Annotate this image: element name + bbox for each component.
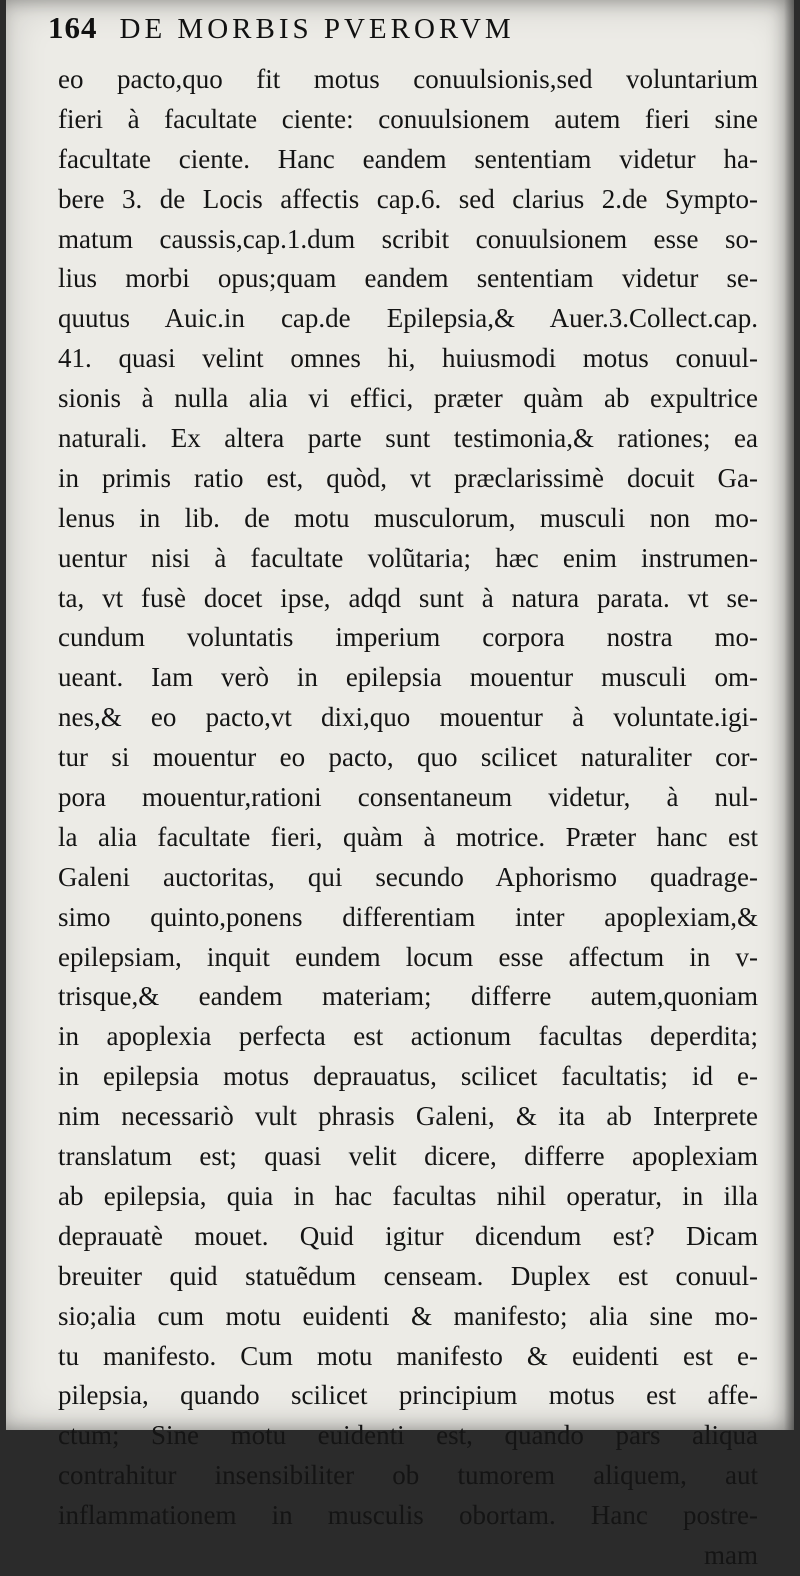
text-line: quutus Auic.in cap.de Epilepsia,& Auer.3.Collect.cap.	[58, 303, 758, 334]
text-line: contrahitur insensibiliter ob tumorem aliquem, aut	[58, 1460, 758, 1491]
text-line: uentur nisi à facultate volũtaria; hæc enim instrumen-	[58, 542, 758, 573]
text-line: tu manifesto. Cum motu manifesto & euidenti est e-	[58, 1340, 758, 1371]
text-line: bere 3. de Locis affectis cap.6. sed clarius 2.de Sympto-	[58, 183, 758, 214]
page-gutter-shadow	[784, 0, 794, 1430]
text-line: pilepsia, quando scilicet principium motus est affe-	[58, 1380, 758, 1411]
catchword: mam	[704, 1539, 758, 1570]
text-line: translatum est; quasi velit dicere, differre apoplexiam	[58, 1141, 758, 1172]
text-line: fieri à facultate ciente: conuulsionem autem fieri sine	[58, 103, 758, 134]
text-line: epilepsiam, inquit eundem locum esse affectum in v-	[58, 941, 758, 972]
text-line: eo pacto,quo fit motus conuulsionis,sed voluntarium	[58, 64, 758, 94]
page-number: 164	[48, 10, 98, 45]
body-text	[58, 60, 758, 1576]
text-line: cundum voluntatis imperium corpora nostra mo-	[58, 622, 758, 653]
text-line: in epilepsia motus deprauatus, scilicet facultatis; id e-	[58, 1061, 758, 1092]
text-line: nim necessariò vult phrasis Galeni, & ita ab Interprete	[58, 1101, 758, 1132]
text-line: 41. quasi velint omnes hi, huiusmodi motus conuul-	[58, 343, 758, 374]
text-line: sio;alia cum motu euidenti & manifesto; alia sine mo-	[58, 1300, 758, 1331]
running-head: DE MORBIS PVERORVM	[119, 13, 515, 45]
text-line: matum caussis,cap.1.dum scribit conuulsionem esse so-	[58, 223, 758, 254]
text-line: Galeni auctoritas, qui secundo Aphorismo quadrage-	[58, 861, 758, 892]
text-line: breuiter quid statuẽdum censeam. Duplex est conuul-	[58, 1260, 758, 1291]
text-line: inflammationem in musculis obortam. Hanc postre-	[58, 1500, 758, 1531]
text-line: tur si mouentur eo pacto, quo scilicet naturaliter cor-	[58, 742, 758, 773]
text-line: sionis à nulla alia vi effici, præter quàm ab expultrice	[58, 383, 758, 414]
text-line: lius morbi opus;quam eandem sententiam videtur se-	[58, 263, 758, 294]
text-line: ta, vt fusè docet ipse, adqd sunt à natura parata. vt se-	[58, 582, 758, 613]
text-line: ueant. Iam verò in epilepsia mouentur musculi om-	[58, 662, 758, 693]
text-line: pora mouentur,rationi consentaneum videtur, à nul-	[58, 782, 758, 813]
text-line: in primis ratio est, quòd, vt præclarissimè docuit Ga-	[58, 462, 758, 493]
text-line: naturali. Ex altera parte sunt testimonia,& rationes; ea	[58, 423, 758, 454]
book-page	[6, 0, 794, 1570]
text-line: deprauatè mouet. Quid igitur dicendum est? Dicam	[58, 1220, 758, 1251]
text-line: facultate ciente. Hanc eandem sententiam videtur ha-	[58, 143, 758, 174]
text-line: la alia facultate fieri, quàm à motrice. Præter hanc est	[58, 821, 758, 852]
text-line: in apoplexia perfecta est actionum facultas deperdita;	[58, 1021, 758, 1052]
page-header	[48, 10, 788, 54]
text-line: trisque,& eandem materiam; differre autem,quoniam	[58, 981, 758, 1012]
text-line: ctum; Sine motu euidenti est, quando pars aliqua	[58, 1420, 758, 1451]
text-line: ab epilepsia, quia in hac facultas nihil operatur, in illa	[58, 1180, 758, 1211]
text-line: simo quinto,ponens differentiam inter apoplexiam,&	[58, 901, 758, 932]
text-line: nes,& eo pacto,vt dixi,quo mouentur à voluntate.igi-	[58, 702, 758, 733]
text-line: lenus in lib. de motu musculorum, musculi non mo-	[58, 502, 758, 533]
